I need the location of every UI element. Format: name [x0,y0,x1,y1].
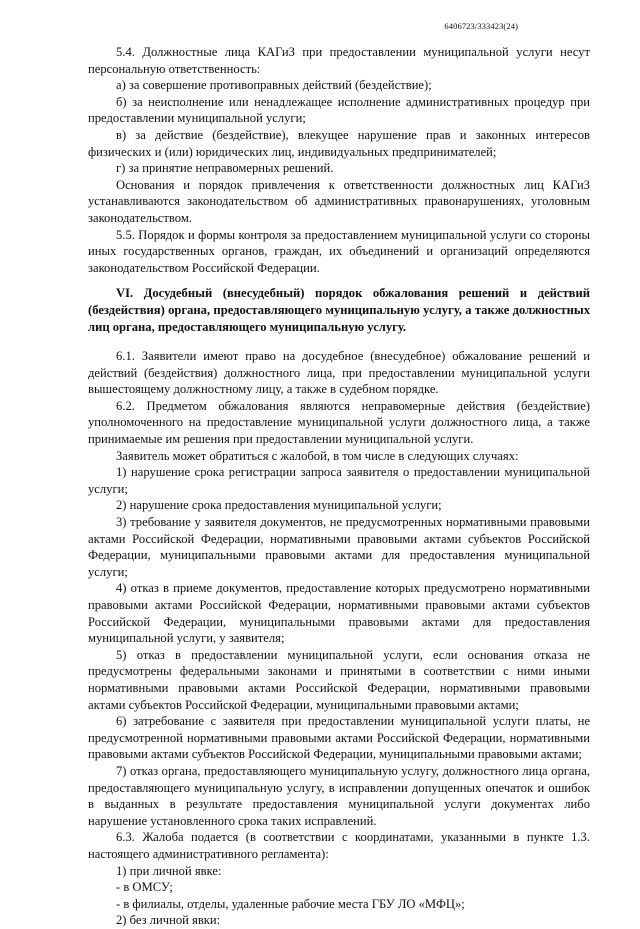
paragraph-6-2: 6.2. Предметом обжалования являются неправомерные действия (бездействие) уполномоченного на предоставление муниципальной услуги должностного лица, а также принимаемые им решения при предоставлении муниципальной услуги. [88,398,590,447]
list-item-b: б) за неисполнение или ненадлежащее исполнение административных процедур при предоставлении муниципальной услуги; [88,94,590,126]
list-item-v: в) за действие (бездействие), влекущее нарушение прав и законных интересов физических и (или) юридических лиц, индивидуальных предпринимателей; [88,127,590,159]
paragraph-5-5: 5.5. Порядок и формы контроля за предоставлением муниципальной услуги со стороны иных государственных органов, граждан, их объединений и организаций определяются законодательством Российской Федерации. [88,227,590,275]
paragraph-grounds: Основания и порядок привлечения к ответственности должностных лиц КАГиЗ устанавливаются законодательством об административных правонарушениях, уголовным законодательством. [88,177,590,225]
paragraph-6-1: 6.1. Заявители имеют право на досудебное (внесудебное) обжалование решений и действий (бездействия) должностного лица, при предоставлении муниципальной услуги вышестоящему должностному лицу, а также в судебном порядке. [88,349,590,397]
list-item-g: г) за принятие неправомерных решений. [116,161,334,176]
paragraph-cases-intro: Заявитель может обратиться с жалобой, в том числе в следующих случаях: [116,448,519,463]
list-item: 3) требование у заявителя документов, не предусмотренных нормативными правовыми актами Российской Федерации, нормативными правовыми актами субъектов Российской Федерации, муниципальными правовыми актами для предоставления муниципальной услуги; [88,515,590,579]
list-item: - в филиалы, отделы, удаленные рабочие места ГБУ ЛО «МФЦ»; [116,896,465,911]
list-item: 4) отказ в приеме документов, предоставление которых предусмотрено нормативными правовыми актами Российской Федерации, нормативными правовыми актами субъектов Российской Федерации, муниципальными правовыми актами для предоставления муниципальной услуги, у заявителя; [88,581,590,646]
list-item-a: а) за совершение противоправных действий (бездействие); [116,78,432,93]
list-item: 6) затребование с заявителя при предоставлении муниципальной услуги платы, не предусмотренной нормативными правовыми актами Российской Федерации, нормативными правовыми актами субъектов Российской Федерации, муниципальными правовыми актами; [88,714,590,762]
document-number: 6406723/333423(24) [444,21,518,31]
document-body [88,44,590,929]
list-item: 2) нарушение срока предоставления муниципальной услуги; [116,498,442,513]
list-item: 5) отказ в предоставлении муниципальной услуги, если основания отказа не предусмотрены федеральными законами и принятыми в соответствии с ними иными нормативными правовыми актами Российской Федерации, нормативными правовыми актами субъектов Российской Федерации, муниципальными правовыми актами; [88,647,590,712]
list-item: 7) отказ органа, предоставляющего муниципальную услугу, должностного лица органа, предоставляющего муниципальную услугу, в исправлении допущенных опечаток и ошибок в выданных в результате предоставления муниципальной услуги документах либо нарушение установленного срока таких исправлений. [88,763,590,828]
list-item: 1) нарушение срока регистрации запроса заявителя о предоставлении муниципальной услуги; [88,465,590,496]
paragraph-6-3: 6.3. Жалоба подается (в соответствии с координатами, указанными в пункте 1.3. настоящего административного регламента): [88,830,590,861]
paragraph-5-4: 5.4. Должностные лица КАГиЗ при предоставлении муниципальной услуги несут персональную ответственность: [88,45,590,76]
list-item: - в ОМСУ; [116,880,173,895]
section-heading: VI. Досудебный (внесудебный) порядок обжалования решений и действий (бездействия) органа, предоставляющего муниципальную услугу, а также должностных лиц органа, предоставляющего муниципальную услугу. [88,286,590,334]
list-item: 1) при личной явке: [116,863,222,878]
list-item: 2) без личной явки: [116,913,221,928]
